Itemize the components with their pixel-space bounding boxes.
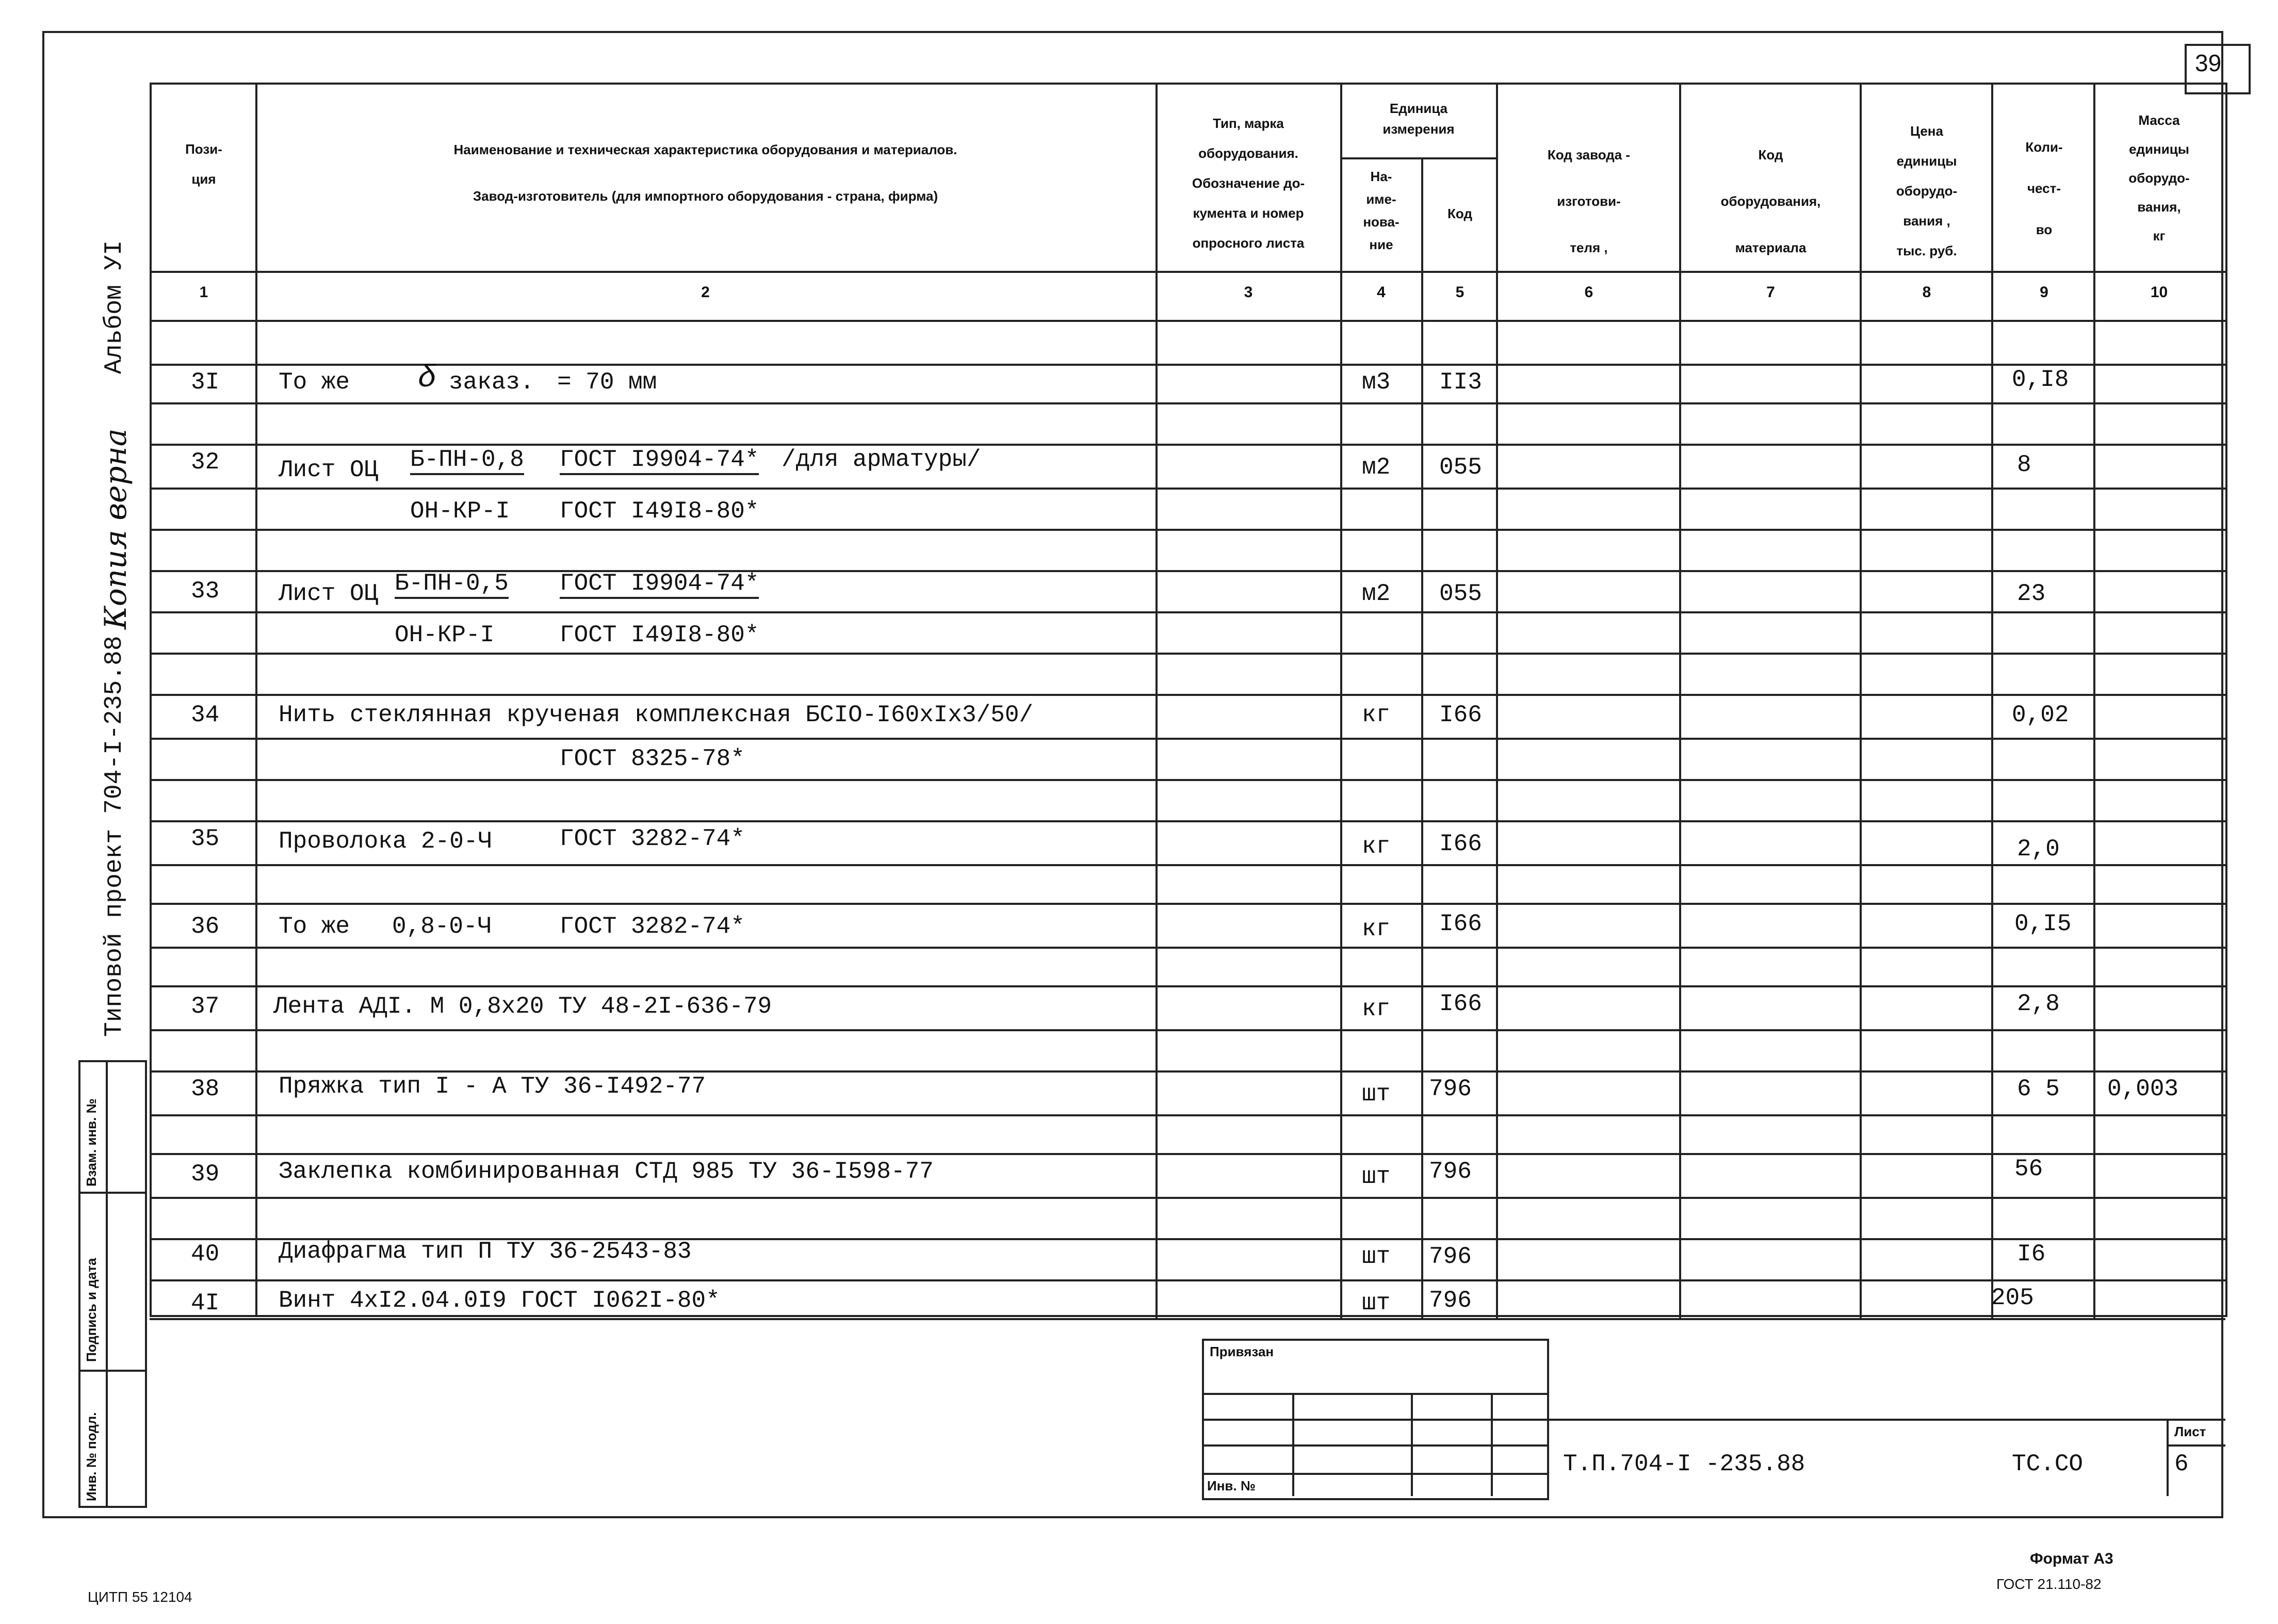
page-number: 39 (2195, 50, 2222, 76)
unit-41: шт (1362, 1290, 1391, 1317)
stamp-list-label: Лист (2174, 1424, 2206, 1439)
name-34: Нить стеклянная крученая комплексная БСIО-I60хIх3/50/ (279, 702, 1034, 728)
delta-31: δ (418, 361, 437, 396)
name-37: Лента АДI. М 0,8х20 ТУ 48-2I-636-79 (273, 993, 772, 1020)
col-num-3: 3 (1244, 284, 1253, 301)
header-mass: Масса единицы оборудо- вания, кг (2128, 112, 2190, 243)
name-33: Лист ОЦ (279, 580, 379, 607)
name2-31: заказ. (449, 369, 534, 396)
header-price: Цена единицы оборудо- вания , тыс. руб. (1896, 123, 1958, 258)
col-num-4: 4 (1377, 284, 1386, 301)
qty-35: 2,0 (2017, 836, 2060, 863)
side-podpis: Подпись и дата (84, 1258, 99, 1362)
grade2-32: ОН-КР-I (410, 498, 510, 525)
name-38: Пряжка тип I - А ТУ 36-I492-77 (279, 1073, 706, 1100)
unit-39: шт (1362, 1163, 1391, 1190)
name-41: Винт 4хI2.04.0I9 ГОСТ I062I-80* (279, 1287, 720, 1314)
gost-36: ГОСТ 3282-74* (560, 913, 745, 940)
qty-39: 56 (2014, 1156, 2043, 1182)
stamp-list-num: 6 (2174, 1451, 2189, 1477)
col-num-9: 9 (2040, 284, 2048, 301)
gost-32: ГОСТ I9904-74* (560, 446, 759, 475)
header-plant-code: Код завода - изготови- теля , (1547, 147, 1631, 255)
grade-36: 0,8-0-Ч (392, 913, 492, 940)
header-unit: Единица измерения (1382, 101, 1455, 137)
side-vzam: Взам. инв. № (84, 1098, 99, 1187)
pos-37: 37 (191, 993, 220, 1020)
gost-35: ГОСТ 3282-74* (560, 825, 745, 852)
col-num-6: 6 (1584, 284, 1593, 301)
pos-39: 39 (191, 1161, 220, 1188)
col-num-1: 1 (199, 284, 208, 301)
pos-35: 35 (191, 825, 220, 852)
side-handwritten: Копия верна (98, 428, 133, 629)
unit-40: шт (1362, 1243, 1391, 1270)
name-39: Заклепка комбинированная СТД 985 ТУ 36-I598-77 (279, 1158, 934, 1185)
unit-36: кг (1362, 916, 1391, 943)
qty-37: 2,8 (2017, 990, 2060, 1017)
code-35: I66 (1439, 831, 1482, 857)
name-32: Лист ОЦ (279, 457, 379, 483)
note-32: /для арматуры/ (782, 446, 981, 473)
footer-format: Формат А3 (2030, 1550, 2113, 1567)
col-num-2: 2 (701, 284, 710, 301)
pos-34: 34 (191, 702, 220, 728)
header-pos: Пози- ция (185, 141, 222, 187)
stamp-privyazan-label: Привязан (1210, 1344, 1274, 1359)
header-equip-code: Код оборудования, материала (1720, 147, 1821, 255)
pos-36: 36 (191, 913, 220, 940)
pos-32: 32 (191, 449, 220, 476)
gost-34: ГОСТ 8325-78* (560, 745, 745, 772)
pos-40: 40 (191, 1241, 220, 1268)
name-36: То же (279, 913, 350, 940)
header-qty: Коли- чест- во (2025, 139, 2063, 237)
unit-38: шт (1362, 1081, 1391, 1108)
qty-33: 23 (2017, 580, 2046, 607)
unit-33: м2 (1362, 580, 1391, 607)
grade-32: Б-ПН-0,8 (410, 446, 524, 475)
side-album: Альбом УI (101, 240, 128, 374)
name-35: Проволока 2-0-Ч (279, 828, 493, 855)
pos-33: 33 (191, 578, 220, 605)
code-31: II3 (1439, 369, 1482, 396)
unit-31: м3 (1362, 369, 1391, 396)
name-31: То же (279, 369, 350, 396)
name-40: Диафрагма тип П ТУ 36-2543-83 (279, 1238, 692, 1265)
stamp-inv: Инв. № (1207, 1478, 1256, 1493)
col-num-10: 10 (2150, 284, 2168, 301)
qty-40: I6 (2017, 1241, 2046, 1268)
qty-31: 0,I8 (2012, 366, 2069, 393)
code-33: 055 (1439, 580, 1482, 607)
code-37: I66 (1439, 990, 1482, 1017)
qty-32: 8 (2017, 451, 2031, 478)
header-type: Тип, марка оборудования. Обозначение до- кумента и номер опросного листа (1192, 116, 1305, 251)
code-34: I66 (1439, 702, 1482, 728)
col-num-7: 7 (1766, 284, 1775, 301)
code-32: 055 (1439, 454, 1482, 481)
pos-38: 38 (191, 1076, 220, 1102)
unit-37: кг (1362, 996, 1391, 1022)
pos-31: 3I (191, 369, 220, 396)
code-39: 796 (1429, 1158, 1472, 1185)
footer-gost: ГОСТ 21.110-82 (1996, 1576, 2102, 1592)
mass-38: 0,003 (2107, 1076, 2179, 1102)
code-40: 796 (1429, 1243, 1472, 1270)
code-41: 796 (1429, 1287, 1472, 1314)
main-table (150, 83, 2227, 1317)
qty-34: 0,02 (2012, 702, 2069, 728)
side-inv-podl: Инв. № подл. (84, 1412, 99, 1501)
header-name: Наименование и техническая характеристика оборудования и материалов. Завод-изготовитель (для импортного оборудования - страна, фирма) (453, 142, 957, 204)
gost-33: ГОСТ I9904-74* (560, 570, 759, 599)
col-num-5: 5 (1455, 284, 1465, 301)
header-unit-code: Код (1447, 206, 1472, 221)
unit-34: кг (1362, 702, 1391, 728)
qty-38: 6 5 (2017, 1076, 2060, 1102)
unit-35: кг (1362, 833, 1391, 860)
pos-41: 4I (191, 1290, 220, 1317)
gost2-33: ГОСТ I49I8-80* (560, 622, 759, 648)
grade-33: Б-ПН-0,5 (395, 570, 509, 599)
code-36: I66 (1439, 911, 1482, 937)
name3-31: = 70 мм (557, 369, 657, 396)
footer-cito: ЦИТП 55 12104 (88, 1589, 192, 1605)
qty-41: 205 (1991, 1285, 2034, 1311)
header-unit-name: На- имe- нова- ние (1363, 169, 1400, 252)
grade2-33: ОН-КР-I (395, 622, 495, 648)
code-38: 796 (1429, 1076, 1472, 1102)
stamp-code: ТС.СО (2012, 1451, 2084, 1477)
col-num-8: 8 (1922, 284, 1931, 301)
side-project: Типовой проект 704-I-235.88 (101, 636, 128, 1037)
stamp-doc: Т.П.704-I -235.88 (1563, 1451, 1805, 1477)
unit-32: м2 (1362, 454, 1391, 481)
gost2-32: ГОСТ I49I8-80* (560, 498, 759, 525)
qty-36: 0,I5 (2014, 911, 2072, 937)
